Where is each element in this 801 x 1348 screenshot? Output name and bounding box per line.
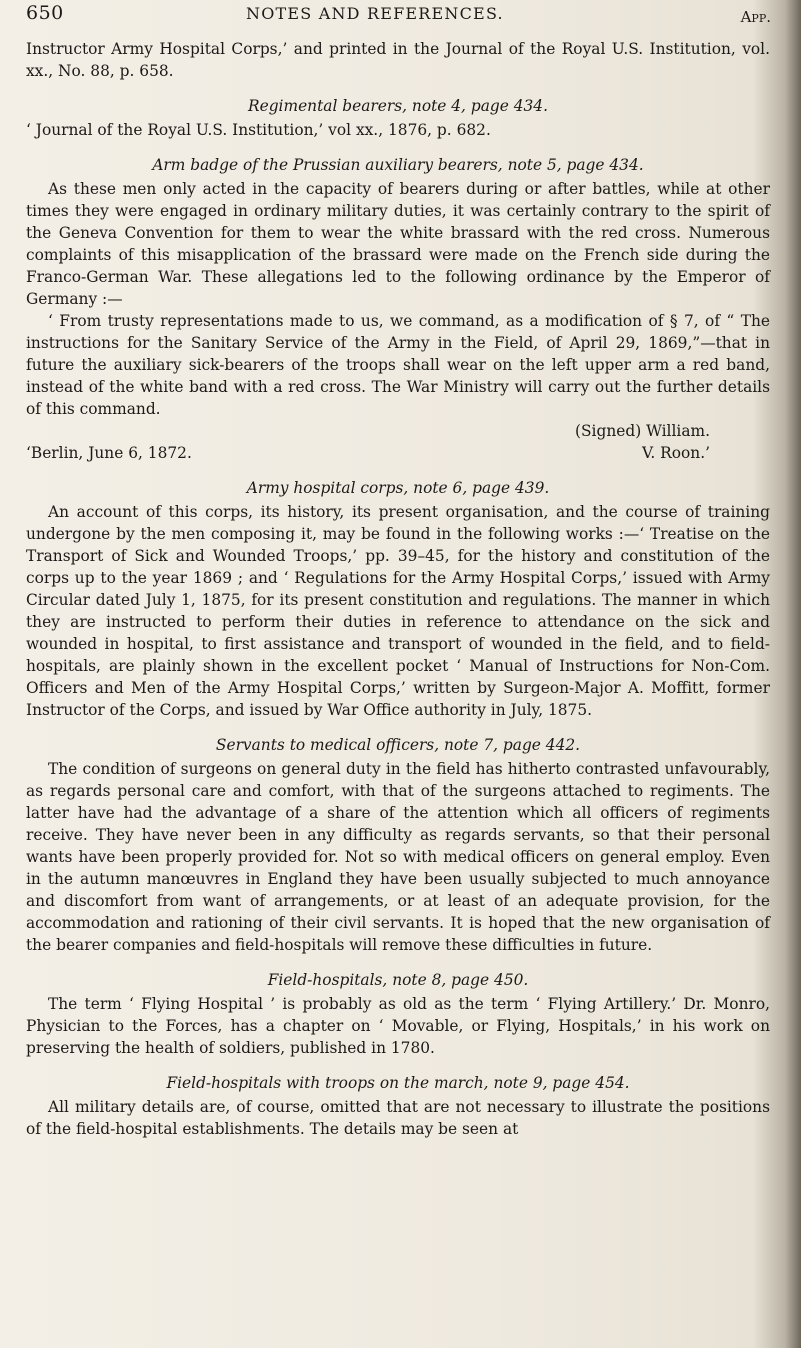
date-line [26, 442, 770, 464]
quoted-ordinance: ‘ From trusty representations made to us, we command, as a modification of § 7, of “ The instructions for the Sanitary Service of the Army in the Field, of April 29, 1869,”—that in future the auxiliary sick-bearers of the troops shall wear on the left upper arm a red band, instead of the white band with a red cross. The War Ministry will carry out the further details of this command. [26, 312, 770, 418]
note-paragraph: An account of this corps, its history, its present organisation, and the course of training undergone by the men composing it, may be found in the following works :—‘ Treatise on the Transport of Sick and Wounded Troops,’ pp. 39–45, for the history and constitution of the corps up to the year 1869 ; and ‘ Regulations for the Army Hospital Corps,’ issued with Army Circular dated July 1, 1875, for its present constitution and regulations. The manner in which they are instructed to perform their duties in reference to attendance on the sick and wounded in hospital, to first assistance and transport of wounded in the field, and to field-hospitals, are plainly shown in the excellent pocket ‘ Manual of Instructions for Non-Com. Officers and Men of the Army Hospital Corps,’ written by Surgeon-Major A. Moffitt, former Instructor of the Corps, and issued by War Office authority in July, 1875. [26, 503, 770, 719]
note-heading: Arm badge of the Prussian auxiliary bearers, note 5, page 434. [152, 156, 644, 174]
page-number: 650 [26, 2, 64, 24]
page-body [26, 38, 770, 1140]
note-arm-badge [26, 154, 770, 464]
note-heading: Servants to medical officers, note 7, page 442. [215, 736, 581, 754]
note-paragraph: The condition of surgeons on general duty in the field has hitherto contrasted unfavourably, as regards personal care and comfort, with that of the surgeons attached to regiments. The latter have had the advantage of a share of the attention which all officers of regiments receive. They have never been in any difficulty as regards servants, so that their personal wants have been properly provided for. Not so with medical officers on general employ. Even in the autumn manœuvres in England they have been usually subjected to much annoyance and discomfort from want of arrangements, or at least of an adequate provision, for the accommodation and rationing of their civil servants. It is hoped that the new organisation of the bearer companies and field-hospitals will remove these difficulties in future. [26, 760, 770, 954]
note-heading: Field-hospitals with troops on the march, note 9, page 454. [166, 1074, 630, 1092]
ordinance-date: ‘Berlin, June 6, 1872. [26, 444, 192, 462]
note-heading: Field-hospitals, note 8, page 450. [267, 971, 529, 989]
note-field-hospitals-march [26, 1072, 770, 1140]
note-army-hospital-corps [26, 477, 770, 721]
intro-paragraph: Instructor Army Hospital Corps,’ and printed in the Journal of the Royal U.S. Institution, vol. xx., No. 88, p. 658. [26, 40, 770, 80]
signature: (Signed) William. [575, 422, 710, 440]
note-paragraph: All military details are, of course, omitted that are not necessary to illustrate the positions of the field-hospital establishments. The details may be seen at [26, 1098, 770, 1138]
note-regimental-bearers [26, 95, 770, 141]
section-mark: App. [740, 8, 771, 26]
signature-line [26, 420, 770, 442]
note-paragraph: The term ‘ Flying Hospital ’ is probably as old as the term ‘ Flying Artillery.’ Dr. Monro, Physician to the Forces, has a chapter on ‘ Movable, or Flying, Hospitals,’ in his work on preserving the health of soldiers, published in 1780. [26, 995, 770, 1057]
page-header [26, 0, 771, 36]
note-field-hospitals [26, 969, 770, 1059]
note-paragraph: As these men only acted in the capacity of bearers during or after battles, while at other times they were engaged in ordinary military duties, it was certainly contrary to the spirit of the Geneva Convention for them to wear the white brassard with the red cross. Numerous complaints of this misapplication of the brassard were made on the French side during the Franco-German War. These allegations led to the following ordinance by the Emperor of Germany :— [26, 180, 770, 308]
note-servants [26, 734, 770, 956]
note-reference: ‘ Journal of the Royal U.S. Institution,’ vol xx., 1876, p. 682. [26, 121, 491, 139]
countersignature: V. Roon.’ [641, 444, 710, 462]
running-head: NOTES AND REFERENCES. [246, 4, 504, 23]
note-heading: Army hospital corps, note 6, page 439. [246, 479, 550, 497]
note-heading: Regimental bearers, note 4, page 434. [248, 97, 548, 115]
